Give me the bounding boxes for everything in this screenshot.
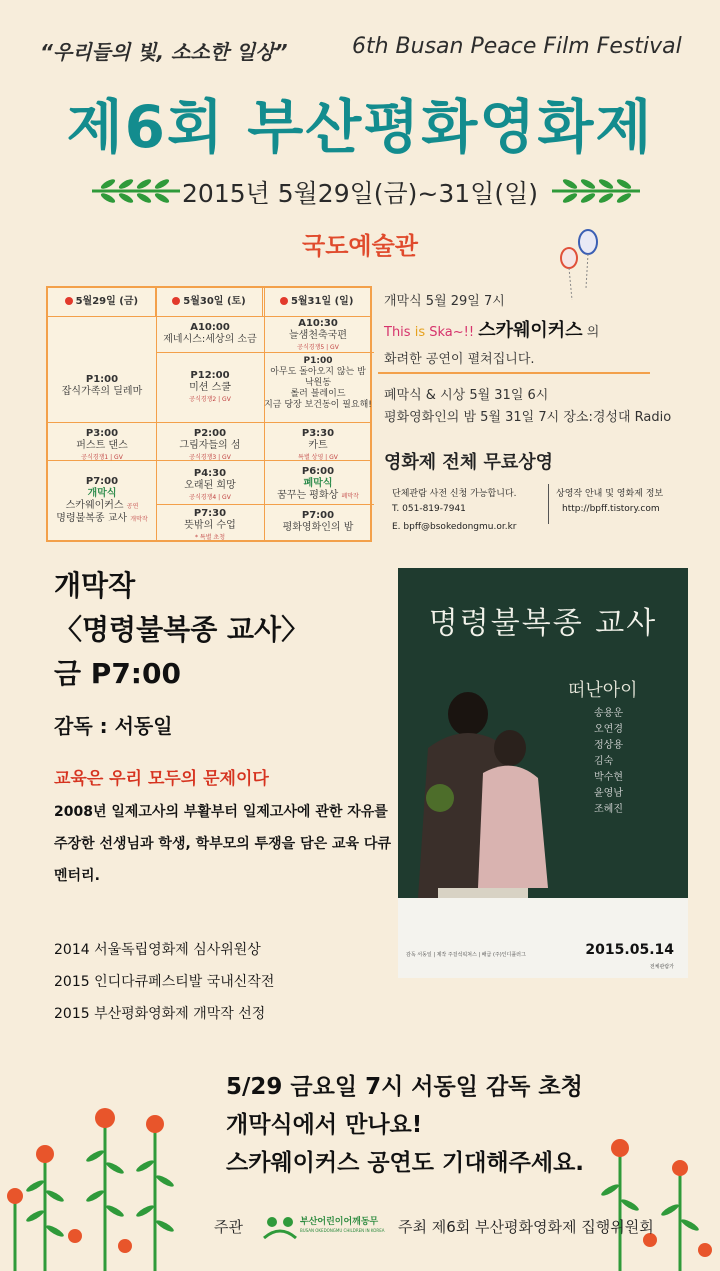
- festival-title-en: 6th Busan Peace Film Festival: [352, 34, 682, 59]
- schedule-cell: P1:00 아무도 돌아오지 않는 밤 낙원동 롤러 블레이드 지금 당장 보건동이 필요해!: [264, 356, 372, 410]
- schedule-cell: A10:30 늘샘천축국편 공식경쟁5 | GV: [289, 318, 347, 351]
- film-tagline: 교육은 우리 모두의 문제이다: [54, 769, 269, 789]
- contact-email[interactable]: E. bpff@bsokedongmu.or.kr: [392, 522, 517, 532]
- schedule-table: [46, 286, 372, 542]
- film-poster-title: 명령불복종 교사: [428, 606, 658, 641]
- film-poster-credit: 감독 서동일 | 제작 주걸석픽쳐스 | 배급 (주)인디플러그: [406, 952, 526, 958]
- divider: [378, 372, 650, 374]
- schedule-cell: P6:00 폐막식 꿈꾸는 평화상 폐막작: [277, 466, 359, 501]
- festival-url[interactable]: http://bpff.tistory.com: [562, 504, 660, 514]
- contact-tel: T. 051-819-7941: [392, 504, 466, 514]
- day-header-3: 5월31일 (일): [263, 288, 370, 316]
- filmmakers-night-info: 평화영화인의 밤 5월 31일 7시 장소:경성대 Radio: [384, 410, 672, 425]
- ska-performance-desc: 화려한 공연이 펼쳐집니다.: [384, 352, 535, 367]
- day-header-2: 5월30일 (토): [156, 288, 264, 316]
- award-item: 2015 인디다큐페스티발 국내신작전: [54, 974, 275, 990]
- organizer: 주최 제6회 부산평화영화제 집행위원회: [398, 1218, 654, 1236]
- schedule-cell: P12:00 미션 스쿨 공식경쟁2 | GV: [189, 370, 231, 403]
- film-poster-image: [398, 568, 688, 978]
- schedule-cell: P3:00 퍼스트 댄스 공식경쟁1 | GV: [76, 428, 128, 461]
- schedule-cell: P7:00 개막식 스카웨이커스 공연 명령불복종 교사 개막작: [56, 476, 148, 524]
- closing-ceremony-info: 폐막식 & 시상 5월 31일 6시: [384, 388, 549, 403]
- opening-film-heading: 개막작 〈명령불복종 교사〉 금 P7:00: [54, 569, 310, 690]
- left-flowers-icon: [0, 1096, 200, 1271]
- film-poster-subtitle: 떠난아이: [568, 680, 638, 701]
- film-poster-footer: [398, 898, 688, 978]
- ska-performance: This is Ska~!! 스카웨이커스 의: [384, 320, 600, 341]
- film-poster-rating: 전체관람가: [649, 964, 674, 970]
- day-header-1: 5월29일 (금): [48, 288, 156, 316]
- program-guide-label: 상영작 안내 및 영화제 정보: [556, 489, 664, 499]
- film-poster-names: 송용운 오연경 정상용 김숙 박수현 윤영남 조혜진: [594, 708, 623, 815]
- free-screening: 영화제 전체 무료상영: [384, 452, 554, 473]
- schedule-cell: P2:00 그림자들의 섬 공식경쟁3 | GV: [179, 428, 241, 461]
- schedule-cell: P4:30 오래된 희망 공식경쟁4 | GV: [184, 468, 236, 501]
- festival-venue: 국도예술관: [302, 232, 418, 260]
- opening-ceremony-info: 개막식 5월 29일 7시: [384, 294, 505, 309]
- schedule-cell: P7:00 평화영화인의 밤: [282, 510, 354, 533]
- group-viewing: 단체관람 사전 신청 가능합니다.: [392, 489, 517, 499]
- schedule-cell: P7:30 뜻밖의 수업 * 특별 초청: [184, 508, 236, 541]
- slogan: “우리들의 빛, 소소한 일상”: [40, 40, 288, 64]
- host-org-name: 부산어린이어깨동무: [300, 1217, 379, 1227]
- invitation-text: 5/29 금요일 7시 서동일 감독 초청 개막식에서 만나요! 스카웨이커스 공연도 기대해주세요.: [226, 1074, 585, 1176]
- balloons-icon: [556, 228, 606, 304]
- film-description: 2008년 일제고사의 부활부터 일제고사에 관한 자유를 주장한 선생님과 학생, 학부모의 투쟁을 담은 교육 다큐멘터리.: [54, 804, 391, 884]
- divider: [548, 484, 549, 524]
- schedule-cell: P3:30 카트 특별 상영 | GV: [298, 428, 338, 461]
- director: 감독 : 서동일: [54, 714, 173, 738]
- film-awards: [54, 934, 274, 1030]
- award-item: 2015 부산평화영화제 개막작 선정: [54, 1006, 266, 1022]
- host-label: 주관: [214, 1218, 243, 1236]
- schedule-cell: P1:00 잡식가족의 딜레마: [61, 374, 143, 397]
- film-poster-date: 2015.05.14: [585, 942, 674, 958]
- host-org-name-en: BUSAN OKEDONGMU CHILDREN IN KOREA: [300, 1228, 385, 1233]
- right-flowers-icon: [590, 1130, 720, 1271]
- okedongmu-logo-icon: [262, 1212, 298, 1242]
- festival-title: 제6회 부산평화영화제: [66, 93, 654, 161]
- schedule-header: [48, 288, 370, 316]
- festival-dates: 2015년 5월29일(금)~31일(일): [182, 179, 538, 208]
- award-item: 2014 서울독립영화제 심사위원상: [54, 942, 261, 958]
- schedule-cell: A10:00 제네시스:세상의 소금: [163, 322, 257, 345]
